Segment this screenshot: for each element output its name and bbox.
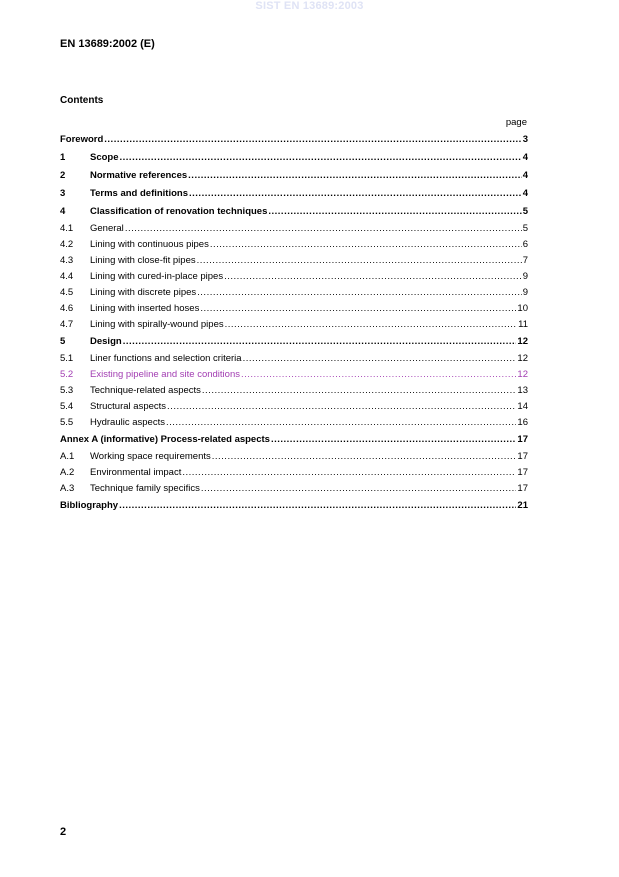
toc-entry[interactable] [60,131,528,149]
toc-entry[interactable] [60,317,528,333]
toc-entry-number: 5.5 [60,417,74,428]
toc-entry-title: Lining with cured-in-place pipes [90,271,224,282]
toc-entry[interactable] [60,431,528,449]
toc-entry-title: Lining with continuous pipes [90,239,209,250]
toc-entry-page: 4 [522,188,528,199]
toc-entry-number: 4.3 [60,255,74,266]
toc-entry-page: 7 [522,255,528,266]
toc-entry-number: 4.6 [60,303,74,314]
toc-entry-number: 5.3 [60,385,74,396]
toc-entry-page: 17 [517,467,528,478]
toc-entry-number: 1 [60,152,66,163]
toc-dot-leader [212,449,517,465]
toc-entry-number: 2 [60,170,66,181]
toc-entry-page: 16 [517,417,528,428]
toc-dot-leader [189,185,522,203]
toc-entry-page: 6 [522,239,528,250]
toc-dot-leader [200,301,516,317]
toc-entry-number: 4.5 [60,287,74,298]
toc-entry-page: 17 [517,483,528,494]
toc-entry[interactable] [60,399,528,415]
toc-entry[interactable] [60,367,528,383]
toc-dot-leader [268,203,521,221]
toc-entry-title: Foreword [60,134,104,145]
toc-entry-title: General [90,223,124,234]
toc-dot-leader [120,149,522,167]
toc-entry-number: 4.4 [60,271,74,282]
toc-dot-leader [202,383,517,399]
toc-dot-leader [125,221,522,237]
toc-dot-leader [119,497,516,515]
toc-entry-page: 5 [522,206,528,217]
toc-entry[interactable] [60,221,528,237]
toc-entry-title: Liner functions and selection criteria [90,353,242,364]
toc-entry-page: 9 [522,271,528,282]
toc-entry-page: 11 [518,319,528,330]
toc-dot-leader [123,333,517,351]
toc-entry-page: 9 [522,287,528,298]
toc-dot-leader [243,351,517,367]
toc-entry-page: 10 [517,303,528,314]
toc-entry[interactable] [60,285,528,301]
toc-entry-page: 12 [517,336,528,347]
toc-entry-number: 5 [60,336,66,347]
toc-entry-title: Environmental impact [90,467,182,478]
watermark: SIST EN 13689:2003 [255,0,364,12]
toc-entry-page: 4 [522,152,528,163]
toc-entry-page: 4 [522,170,528,181]
toc-entry-title: Working space requirements [90,451,211,462]
toc-entry-page: 13 [517,385,528,396]
toc-dot-leader [188,167,522,185]
toc-entry[interactable] [60,383,528,399]
toc-entry-page: 17 [517,434,528,445]
page-column-label: page [505,117,527,128]
toc-entry-number: A.1 [60,451,75,462]
toc-dot-leader [182,465,516,481]
page-number: 2 [60,826,67,838]
toc-entry-title: Terms and definitions [90,188,189,199]
toc-entry-number: 5.4 [60,401,74,412]
toc-entry-page: 21 [517,500,528,511]
toc-entry-number: 4.1 [60,223,74,234]
toc-entry-title: Lining with discrete pipes [90,287,197,298]
toc-entry[interactable] [60,449,528,465]
toc-entry-title: Scope [90,152,119,163]
toc-entry[interactable] [60,237,528,253]
toc-entry[interactable] [60,301,528,317]
toc-entry-title: Lining with inserted hoses [90,303,200,314]
table-of-contents [60,131,528,515]
toc-entry-page: 12 [517,353,528,364]
toc-dot-leader [241,367,516,383]
toc-dot-leader [210,237,522,253]
toc-entry-title: Bibliography [60,500,119,511]
contents-title: Contents [60,95,104,106]
toc-entry-title: Hydraulic aspects [90,417,165,428]
toc-entry[interactable] [60,465,528,481]
toc-entry-title: Technique family specifics [90,483,200,494]
toc-dot-leader [167,399,516,415]
toc-dot-leader [197,285,522,301]
toc-entry-page: 3 [522,134,528,145]
toc-dot-leader [166,415,516,431]
toc-entry-title: Annex A (informative) Process-related aspects [60,434,270,445]
toc-entry[interactable] [60,481,528,497]
toc-entry-title: Structural aspects [90,401,167,412]
toc-entry-page: 17 [517,451,528,462]
toc-entry[interactable] [60,167,528,185]
toc-entry-page: 14 [517,401,528,412]
toc-dot-leader [225,317,518,333]
toc-entry-title: Existing pipeline and site conditions [90,369,240,380]
toc-dot-leader [271,431,516,449]
toc-entry[interactable] [60,415,528,431]
toc-dot-leader [197,253,522,269]
toc-entry-number: 4.2 [60,239,74,250]
toc-entry-title: Technique-related aspects [90,385,201,396]
document-header: EN 13689:2002 (E) [60,38,155,50]
toc-entry-number: 5.2 [60,369,74,380]
toc-entry-number: A.3 [60,483,75,494]
toc-entry[interactable] [60,333,528,351]
toc-entry-number: 5.1 [60,353,74,364]
toc-entry-page: 12 [517,369,528,380]
toc-entry-title: Lining with spirally-wound pipes [90,319,224,330]
toc-entry-page: 5 [522,223,528,234]
toc-entry-title: Lining with close-fit pipes [90,255,196,266]
toc-dot-leader [104,131,521,149]
toc-entry[interactable] [60,185,528,203]
toc-entry[interactable] [60,269,528,285]
toc-dot-leader [201,481,517,497]
toc-entry-number: A.2 [60,467,75,478]
toc-entry-number: 4.7 [60,319,74,330]
toc-entry[interactable] [60,203,528,221]
toc-entry[interactable] [60,149,528,167]
toc-entry-title: Normative references [90,170,188,181]
toc-entry[interactable] [60,497,528,515]
toc-entry-number: 4 [60,206,66,217]
toc-entry[interactable] [60,253,528,269]
toc-entry-title: Classification of renovation techniques [90,206,268,217]
toc-entry[interactable] [60,351,528,367]
toc-entry-title: Design [90,336,122,347]
toc-dot-leader [224,269,522,285]
toc-entry-number: 3 [60,188,66,199]
